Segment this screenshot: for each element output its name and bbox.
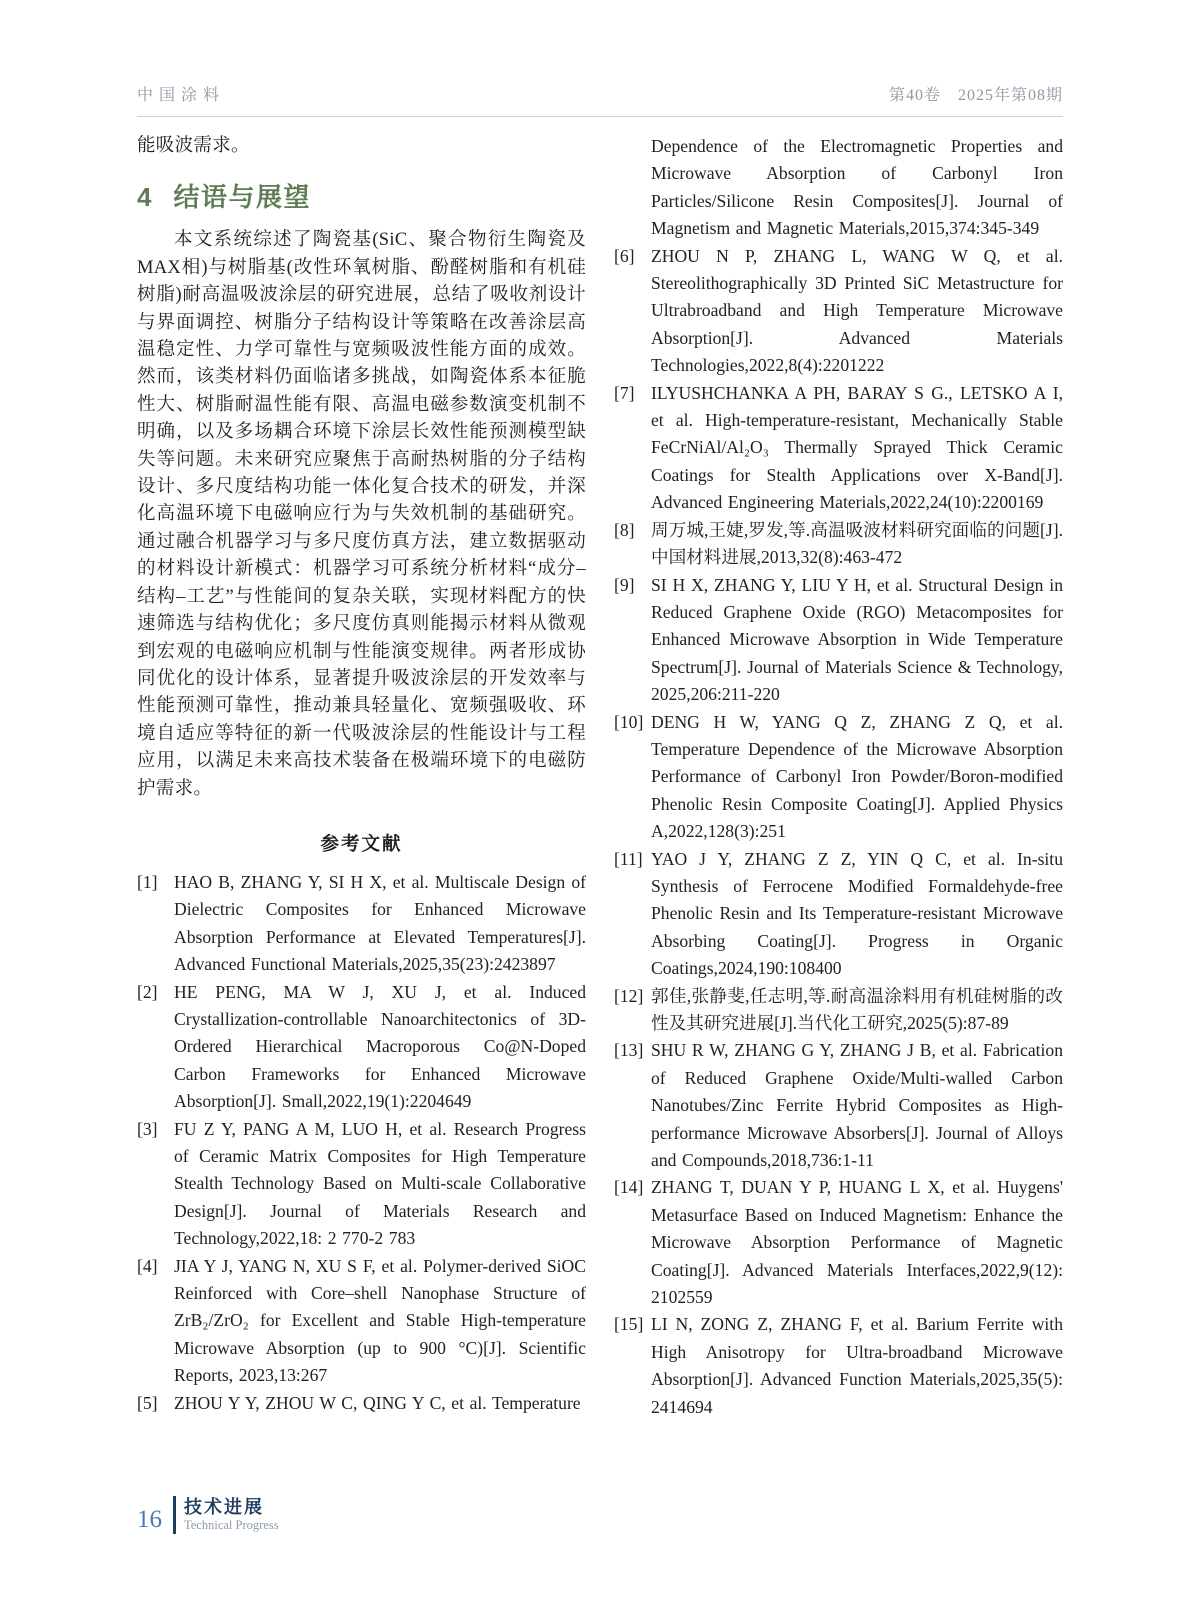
issue-info: 第40卷 2025年第08期 [888, 87, 1063, 104]
paragraph-tail: 能吸波需求。 [137, 136, 250, 156]
reference-item [137, 1390, 586, 1417]
reference-number: [5] [137, 1392, 158, 1413]
reference-number: [4] [137, 1255, 158, 1276]
conclusion-paragraph: 本文系统综述了陶瓷基(SiC、聚合物衍生陶瓷及MAX相)与树脂基(改性环氧树脂、酚醛树脂和有机硅树脂)耐高温吸波涂层的研究进展，总结了吸收剂设计与界面调控、树脂分子结构设计等策略在改善涂层高温稳定性、力学可靠性与宽频吸波性能方面的成效。然而，该类材料仍面临诸多挑战，如陶瓷体系本征脆性大、树脂耐温性能有限、高温电磁参数演变机制不明确，以及多场耦合环境下涂层长效性能预测模型缺失等问题。未来研究应聚焦于高耐热树脂的分子结构设计、多尺度结构功能一体化复合技术的研发，并深化高温环境下电磁响应行为与失效机制的基础研究。通过融合机器学习与多尺度仿真方法，建立数据驱动的材料设计新模式：机器学习可系统分析材料“成分–结构–工艺”与性能间的复杂关联，实现材料配方的快速筛选与结构优化；多尺度仿真则能揭示材料从微观到宏观的电磁响应机制与性能演变规律。两者形成协同优化的设计体系，显著提升吸波涂层的开发效率与性能预测可靠性，推动兼具轻量化、宽频强吸收、环境自适应等特征的新一代吸波涂层的性能设计与工程应用，以满足未来高技术装备在极端环境下的电磁防护需求。 [137, 230, 586, 799]
reference-text: ILYUSHCHANKA A PH, BARAY S G., LETSKO A I, et al. High-temperature-resistant, Mechanically Stable FeCrNiAl/Al₂O₃ Thermally Sprayed Thick Ceramic Coatings for Stealth Applications over X-Band[J]. Advanced Engineering Materials,2022,24(10):2200169 [651, 382, 1063, 513]
reference-text: HE PENG, MA W J, XU J, et al. Induced Crystallization-controllable Nanoarchitectonics of 3D-Ordered Hierarchical Macroporous Co@N-Doped Carbon Frameworks for Enhanced Microwave Absorption[J]. Small,2022,19(1):2204649 [174, 981, 586, 1112]
journal-name: 中国涂料 [137, 87, 226, 104]
references-heading: 参考文献 [320, 832, 403, 854]
reference-number: [9] [614, 574, 635, 595]
footer-section-label [184, 1497, 279, 1533]
reference-number: [1] [137, 871, 158, 892]
reference-number: [3] [137, 1118, 158, 1139]
reference-text: SHU R W, ZHANG G Y, ZHANG J B, et al. Fabrication of Reduced Graphene Oxide/Multi-walled Carbon Nanotubes/Zinc Ferrite Hybrid Composites as High-performance Microwave Absorbers[J]. Journal of Alloys and Compounds,2018,736:1-11 [651, 1040, 1063, 1171]
reference-number: [12] [614, 985, 644, 1006]
reference-text: ZHOU Y Y, ZHOU W C, QING Y C, et al. Temperature [174, 1392, 581, 1413]
reference-item [614, 1174, 1063, 1311]
footer-divider [173, 1496, 176, 1534]
reference-item [137, 1253, 586, 1390]
footer-section-en: Technical Progress [184, 1518, 279, 1532]
reference-item [614, 380, 1063, 517]
reference-list-left [137, 869, 586, 1417]
reference-item [614, 517, 1063, 572]
reference-number: [11] [614, 848, 643, 869]
reference-continuation: Dependence of the Electromagnetic Properties and Microwave Absorption of Carbonyl Iron Particles/Silicone Resin Composites[J]. Journal of Magnetism and Magnetic Materials,2015,374:345-349 [651, 136, 1063, 239]
reference-number: [7] [614, 382, 635, 403]
reference-text: ZHANG T, DUAN Y P, HUANG L X, et al. Huygens' Metasurface Based on Induced Magnetism: Enhance the Microwave Absorption Performance of Magnetic Coating[J]. Advanced Materials Interfaces,2022,9(12): 2102559 [651, 1177, 1063, 1308]
reference-number: [13] [614, 1040, 644, 1061]
section-number: 4 [137, 182, 152, 213]
reference-text: LI N, ZONG Z, ZHANG F, et al. Barium Ferrite with High Anisotropy for Ultra-broadband Microwave Absorption[J]. Advanced Function Materials,2025,35(5): 2414694 [651, 1314, 1063, 1417]
section-title: 结语与展望 [173, 182, 311, 213]
reference-number: [8] [614, 519, 635, 540]
reference-text: DENG H W, YANG Q Z, ZHANG Z Q, et al. Temperature Dependence of the Microwave Absorption Performance of Carbonyl Iron Powder/Boron-modified Phenolic Resin Composite Coating[J]. Applied Physics A,2022,128(3):251 [651, 711, 1063, 842]
page-footer [137, 1496, 279, 1534]
reference-text: SI H X, ZHANG Y, LIU Y H, et al. Structural Design in Reduced Graphene Oxide (RGO) Metacomposites for Enhanced Microwave Absorption in Wide Temperature Spectrum[J]. Journal of Materials Science & Technology, 2025,206:211-220 [651, 574, 1063, 705]
reference-item [137, 979, 586, 1116]
reference-item [614, 1311, 1063, 1421]
right-column [614, 133, 1063, 1421]
reference-number: [2] [137, 981, 158, 1002]
footer-section-cn: 技术进展 [184, 1497, 264, 1517]
reference-text: 郭佳,张静斐,任志明,等.耐高温涂料用有机硅树脂的改性及其研究进展[J].当代化工研究,2025(5):87-89 [651, 985, 1063, 1033]
reference-item [614, 709, 1063, 846]
reference-item [614, 243, 1063, 380]
two-column-body [137, 133, 1063, 1421]
reference-number: [14] [614, 1177, 644, 1198]
reference-number: [6] [614, 245, 635, 266]
reference-number: [10] [614, 711, 644, 732]
reference-list-right [614, 243, 1063, 1421]
reference-item [614, 572, 1063, 709]
left-column [137, 133, 586, 1421]
reference-item [614, 983, 1063, 1038]
reference-item [137, 869, 586, 979]
page-number: 16 [137, 1506, 162, 1533]
reference-text: ZHOU N P, ZHANG L, WANG W Q, et al. Stereolithographically 3D Printed SiC Metastructure for Ultrabroadband and High Temperature Microwave Absorption[J]. Advanced Materials Technologies,2022,8(4):2201222 [651, 245, 1063, 376]
reference-item [137, 1116, 586, 1253]
reference-text: FU Z Y, PANG A M, LUO H, et al. Research Progress of Ceramic Matrix Composites for High Temperature Stealth Technology Based on Multi-scale Collaborative Design[J]. Journal of Materials Research and Technology,2022,18: 2 770-2 783 [174, 1118, 586, 1249]
reference-item [614, 846, 1063, 983]
reference-item [614, 1037, 1063, 1174]
reference-number: [15] [614, 1314, 644, 1335]
page-header [137, 82, 1063, 117]
reference-text: JIA Y J, YANG N, XU S F, et al. Polymer-derived SiOC Reinforced with Core–shell Nanophase Structure of ZrB₂/ZrO₂ for Excellent and Stable High-temperature Microwave Absorption (up to 900 °C)[J]. Scientific Reports, 2023,13:267 [174, 1255, 586, 1386]
reference-text: HAO B, ZHANG Y, SI H X, et al. Multiscale Design of Dielectric Composites for Enhanced Microwave Absorption Performance at Elevated Temperatures[J]. Advanced Functional Materials,2025,35(23):2423897 [174, 871, 586, 975]
reference-text: YAO J Y, ZHANG Z Z, YIN Q C, et al. In-situ Synthesis of Ferrocene Modified Formaldehyde-free Phenolic Resin and Its Temperature-resistant Microwave Absorbing Coating[J]. Progress in Organic Coatings,2024,190:108400 [651, 848, 1063, 979]
section-heading [137, 177, 586, 214]
reference-text: 周万城,王婕,罗发,等.高温吸波材料研究面临的问题[J].中国材料进展,2013,32(8):463-472 [651, 519, 1063, 568]
